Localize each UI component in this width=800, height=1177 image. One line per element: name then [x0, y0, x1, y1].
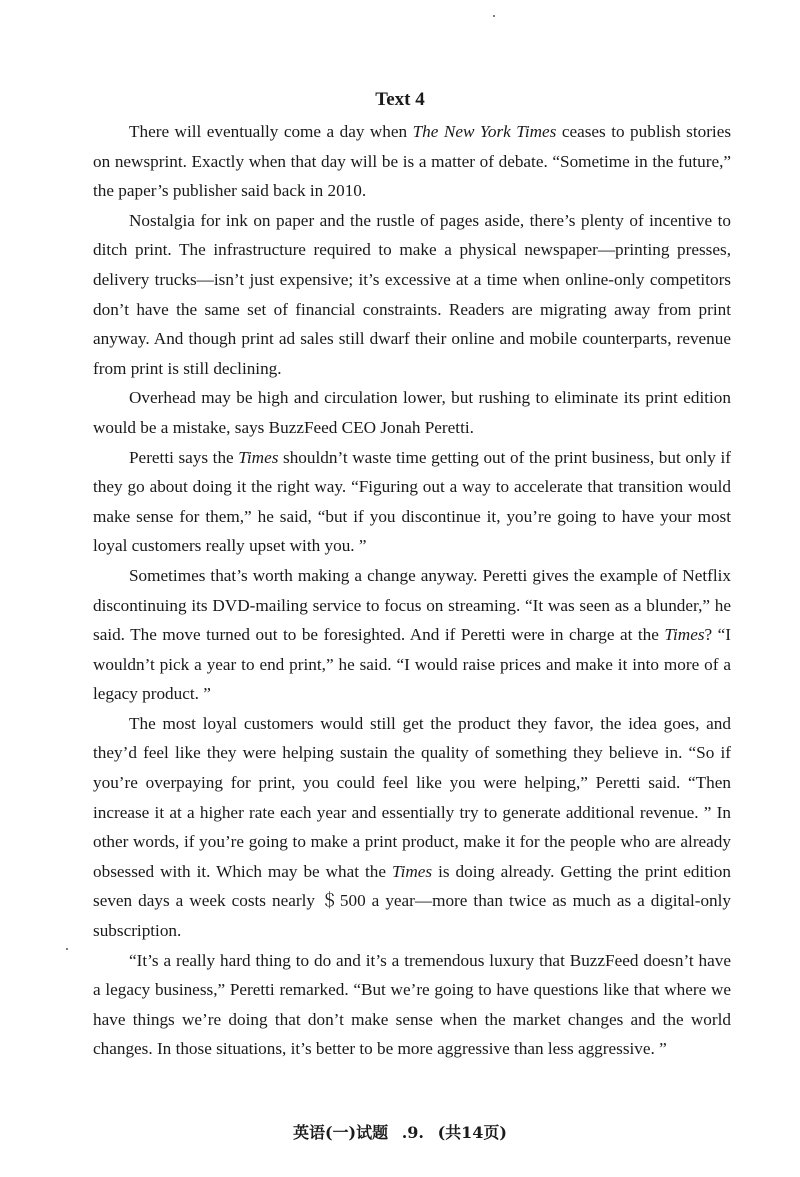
- footer-page-number: .9.: [401, 1123, 424, 1142]
- passage-body: [93, 117, 731, 1064]
- publication-name: The New York Times: [412, 122, 557, 141]
- paragraph-1: There will eventually come a day when The New York Times ceases to publish stories on newsprint. Exactly when that day will be is a matter of debate. “Sometime in the future,” the paper’s publisher said back in 2010.: [93, 122, 732, 201]
- publication-name: Times: [391, 861, 433, 881]
- publication-name: Times: [664, 625, 705, 645]
- paragraph-4: Peretti says the Times shouldn’t waste time getting out of the print business, but only if they go about doing it the right way. “Figuring out a way to accelerate that transition would make sense for them,” he said, “but if you discontinue it, you’re going to have your most loyal customers really upset with you. ”: [93, 447, 731, 556]
- scan-speck: [66, 948, 68, 950]
- paragraph-6: The most loyal customers would still get the product they favor, the idea goes, and they’d feel like they were helping sustain the quality of something they believe in. “So if you’re overpaying for print, you could feel like you were helping,” Peretti said. “Then increase it at a higher rate each year and essentially try to generate additional revenue. ” In other words, if you’re going to make a print product, make it for the people who are already obsessed with it. Which may be what the Times is doing already. Getting the print edition seven days a week costs nearly ＄500 a year—more than twice as much as a digital-only subscription.: [93, 713, 731, 941]
- paragraph-2: Nostalgia for ink on paper and the rustle of pages aside, there’s plenty of incentive to ditch print. The infrastructure required to make a physical newspaper—printing presses, delivery trucks—isn’t just expensive; it’s excessive at a time when online-only competitors don’t have the same set of financial constraints. Readers are migrating away from print anyway. And though print ad sales still dwarf their online and mobile counterparts, revenue from print is still declining.: [93, 210, 731, 378]
- footer-subject: 英语(一)试题: [292, 1123, 389, 1142]
- scan-speck: [493, 15, 495, 17]
- footer-total-pages: (共14页): [437, 1123, 507, 1142]
- page-footer: [0, 1122, 800, 1144]
- publication-name: Times: [238, 447, 279, 467]
- passage-title: Text 4: [375, 89, 425, 110]
- paragraph-5: Sometimes that’s worth making a change anyway. Peretti gives the example of Netflix discontinuing its DVD-mailing service to focus on streaming. “It was seen as a blunder,” he said. The move turned out to be foresighted. And if Peretti were in charge at the Times? “I wouldn’t pick a year to end print,” he said. “I would raise prices and make it into more of a legacy product. ”: [93, 565, 732, 704]
- paragraph-3: Overhead may be high and circulation lower, but rushing to eliminate its print edition would be a mistake, says BuzzFeed CEO Jonah Peretti.: [93, 388, 731, 437]
- paragraph-7: “It’s a really hard thing to do and it’s a tremendous luxury that BuzzFeed doesn’t have a legacy business,” Peretti remarked. “But we’re going to have questions like that where we have things we’re doing that don’t make sense when the market changes and the world changes. In those situations, it’s better to be more aggressive than less aggressive. ”: [93, 950, 731, 1059]
